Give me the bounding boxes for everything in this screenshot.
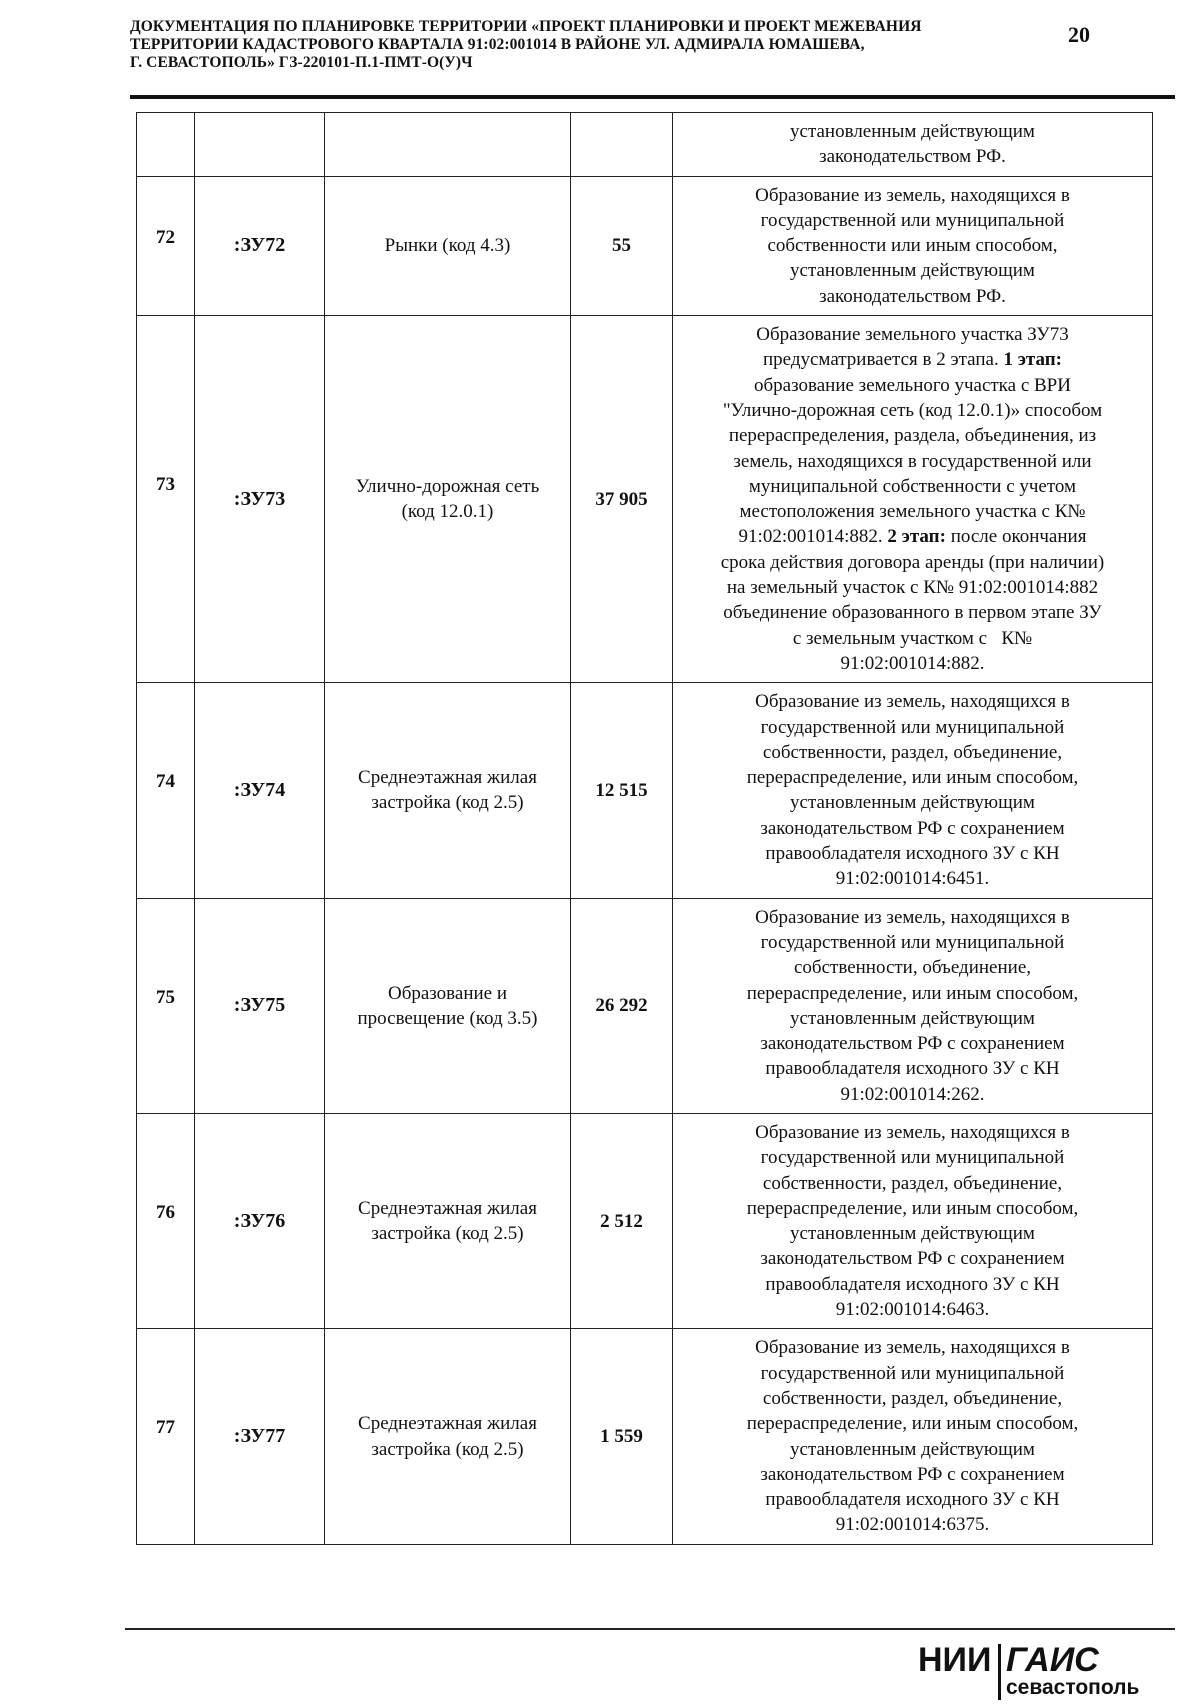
description-line: установленным действующим xyxy=(790,260,1035,282)
land-use-line: Среднеэтажная жилая xyxy=(358,1413,537,1435)
description-line: собственности, раздел, объединение, xyxy=(762,741,1063,763)
land-use-line: Рынки (код 4.3) xyxy=(384,235,511,257)
description-line: государственной или муниципальной xyxy=(760,716,1065,738)
description-line: муниципальной собственности с учетом xyxy=(748,475,1077,497)
description-line: собственности, раздел, объединение, xyxy=(762,1172,1063,1194)
description-line: собственности, раздел, объединение, xyxy=(762,1387,1063,1409)
table-cell-description xyxy=(673,683,1153,898)
description-line: земель, находящихся в государственной или xyxy=(733,450,1092,472)
document-title xyxy=(130,18,1070,72)
table-cell-number xyxy=(137,176,195,315)
description-line: установленным действующим xyxy=(790,1007,1035,1029)
description-line: государственной или муниципальной xyxy=(760,1362,1065,1384)
table-cell-area: 1 559 xyxy=(571,1329,673,1544)
description-line: Образование из земель, находящихся в xyxy=(755,184,1070,206)
table-cell-land-use xyxy=(325,316,571,683)
land-use-line: Образование и xyxy=(387,982,508,1004)
description-line: Образование из земель, находящихся в xyxy=(755,1121,1070,1143)
nii-gais-logo xyxy=(918,1640,1180,1702)
document-title-line: ДОКУМЕНТАЦИЯ ПО ПЛАНИРОВКЕ ТЕРРИТОРИИ «ПРОЕКТ ПЛАНИРОВКИ И ПРОЕКТ МЕЖЕВАНИЯ xyxy=(130,18,922,35)
description-line: установленным действующим xyxy=(790,1223,1035,1245)
table-row xyxy=(137,1329,1153,1544)
description-text: после окончания xyxy=(945,526,1087,548)
document-title-line: ТЕРРИТОРИИ КАДАСТРОВОГО КВАРТАЛА 91:02:001014 В РАЙОНЕ УЛ. АДМИРАЛА ЮМАШЕВА, xyxy=(130,36,865,53)
table-cell-description xyxy=(673,1329,1153,1544)
description-line: собственности, объединение, xyxy=(794,957,1031,979)
description-line: перераспределение, или иным способом, xyxy=(746,1197,1079,1219)
row-number: 76 xyxy=(156,1201,175,1223)
description-text: 91:02:001014:882. xyxy=(738,526,888,548)
table-cell-empty xyxy=(137,113,195,177)
row-number: 72 xyxy=(156,226,175,248)
table-cell-land-use xyxy=(325,1329,571,1544)
stage-label: 2 этап: xyxy=(887,526,946,548)
description-line: срока действия договора аренды (при наличии) xyxy=(720,551,1105,573)
description-line: правообладателя исходного ЗУ с КН xyxy=(765,843,1060,865)
stage-label: 1 этап: xyxy=(1003,349,1063,371)
table-cell-plot-id: :ЗУ72 xyxy=(195,176,325,315)
description-line: правообладателя исходного ЗУ с КН xyxy=(765,1489,1060,1511)
table-cell-area: 2 512 xyxy=(571,1113,673,1328)
description-line: на земельный участок с К№ 91:02:001014:882 xyxy=(726,577,1099,599)
description-line: перераспределение, или иным способом, xyxy=(746,767,1079,789)
description-line: образование земельного участка с ВРИ xyxy=(754,374,1071,396)
table-cell-area: 26 292 xyxy=(571,898,673,1113)
table-cell-plot-id: :ЗУ73 xyxy=(195,316,325,683)
table-cell-area: 55 xyxy=(571,176,673,315)
description-line: с земельным участком с К№ xyxy=(792,627,1033,649)
table-row xyxy=(137,683,1153,898)
description-line: местоположения земельного участка с К№ xyxy=(739,501,1086,523)
description-line: 91:02:001014:262. xyxy=(840,1083,985,1105)
description-line: перераспределения, раздела, объединения, из xyxy=(728,425,1097,447)
table-cell-number xyxy=(137,1113,195,1328)
header-divider xyxy=(130,95,1175,99)
description-line: государственной или муниципальной xyxy=(760,931,1065,953)
land-use-line: просвещение (код 3.5) xyxy=(357,1007,538,1029)
description-line: законодательством РФ с сохранением xyxy=(760,817,1065,839)
table-cell-number xyxy=(137,316,195,683)
table-cell-plot-id: :ЗУ74 xyxy=(195,683,325,898)
table-cell-number xyxy=(137,898,195,1113)
footer-divider xyxy=(125,1628,1175,1630)
table-cell-number xyxy=(137,683,195,898)
description-line: государственной или муниципальной xyxy=(760,209,1065,231)
logo-text-right: ГАИС xyxy=(1006,1641,1099,1679)
land-plots-table xyxy=(136,112,1153,1545)
table-cell-description xyxy=(673,113,1153,177)
land-use-line: застройка (код 2.5) xyxy=(371,1223,524,1245)
logo-city-text: севастополь xyxy=(1006,1676,1140,1699)
description-line: правообладателя исходного ЗУ с КН xyxy=(765,1058,1060,1080)
land-use-line: застройка (код 2.5) xyxy=(371,1438,524,1460)
land-use-line: Среднеэтажная жилая xyxy=(358,767,537,789)
description-line: Образование из земель, находящихся в xyxy=(755,1337,1070,1359)
table-cell-empty xyxy=(195,113,325,177)
description-line: 91:02:001014:882. xyxy=(840,652,985,674)
table-cell-plot-id: :ЗУ75 xyxy=(195,898,325,1113)
row-number: 74 xyxy=(156,771,175,793)
table-cell-land-use xyxy=(325,898,571,1113)
description-line: перераспределение, или иным способом, xyxy=(746,982,1079,1004)
table-row xyxy=(137,898,1153,1113)
description-line: 91:02:001014:6375. xyxy=(835,1514,990,1536)
land-use-line: (код 12.0.1) xyxy=(401,501,494,523)
page-number: 20 xyxy=(1068,22,1090,47)
table-cell-empty xyxy=(325,113,571,177)
table-row xyxy=(137,176,1153,315)
table-cell-description xyxy=(673,176,1153,315)
table-cell-description xyxy=(673,1113,1153,1328)
description-line: законодательством РФ. xyxy=(819,146,1006,168)
table-cell-plot-id: :ЗУ76 xyxy=(195,1113,325,1328)
page-header xyxy=(130,18,1100,72)
description-line: установленным действующим xyxy=(790,121,1035,142)
table-cell-area: 12 515 xyxy=(571,683,673,898)
description-line: законодательством РФ с сохранением xyxy=(760,1463,1065,1485)
table-cell-plot-id: :ЗУ77 xyxy=(195,1329,325,1544)
description-line: 91:02:001014:6451. xyxy=(835,868,990,890)
land-use-line: Улично-дорожная сеть xyxy=(355,475,540,497)
description-line xyxy=(681,524,1144,549)
table-cell-number xyxy=(137,1329,195,1544)
description-line: законодательством РФ с сохранением xyxy=(760,1248,1065,1270)
table-cell-land-use xyxy=(325,176,571,315)
table-cell-land-use xyxy=(325,1113,571,1328)
table-cell-description xyxy=(673,316,1153,683)
table-cell-empty xyxy=(571,113,673,177)
table-row xyxy=(137,1113,1153,1328)
row-number: 75 xyxy=(156,986,175,1008)
description-line: законодательством РФ. xyxy=(819,285,1006,307)
row-number: 73 xyxy=(156,474,175,496)
description-line: Образование из земель, находящихся в xyxy=(755,691,1070,713)
table-row xyxy=(137,316,1153,683)
description-line: государственной или муниципальной xyxy=(760,1147,1065,1169)
table-cell-description xyxy=(673,898,1153,1113)
description-line: собственности или иным способом, xyxy=(767,235,1058,257)
document-title-line: Г. СЕВАСТОПОЛЬ» ГЗ-220101-П.1-ПМТ-О(У)Ч xyxy=(130,54,473,71)
description-line: законодательством РФ с сохранением xyxy=(760,1033,1065,1055)
description-line: 91:02:001014:6463. xyxy=(835,1299,990,1321)
row-number: 77 xyxy=(156,1417,175,1439)
table-row-continuation xyxy=(137,113,1153,177)
table-cell-area: 37 905 xyxy=(571,316,673,683)
description-line: правообладателя исходного ЗУ с КН xyxy=(765,1273,1060,1295)
table-cell-land-use xyxy=(325,683,571,898)
description-line xyxy=(681,347,1144,372)
land-use-line: Среднеэтажная жилая xyxy=(358,1197,537,1219)
logo-divider xyxy=(998,1644,1001,1700)
description-line: Образование из земель, находящихся в xyxy=(755,906,1070,928)
description-line: "Улично-дорожная сеть (код 12.0.1)» способом xyxy=(722,399,1103,421)
description-text: предусматривается в 2 этапа. xyxy=(762,349,1004,371)
land-use-line: застройка (код 2.5) xyxy=(371,792,524,814)
description-line: установленным действующим xyxy=(790,792,1035,814)
logo-text-left: НИИ xyxy=(918,1641,992,1679)
description-line: Образование земельного участка ЗУ73 xyxy=(756,324,1069,346)
description-line: перераспределение, или иным способом, xyxy=(746,1413,1079,1435)
description-line: установленным действующим xyxy=(790,1438,1035,1460)
description-line: объединение образованного в первом этапе ЗУ xyxy=(723,602,1102,624)
